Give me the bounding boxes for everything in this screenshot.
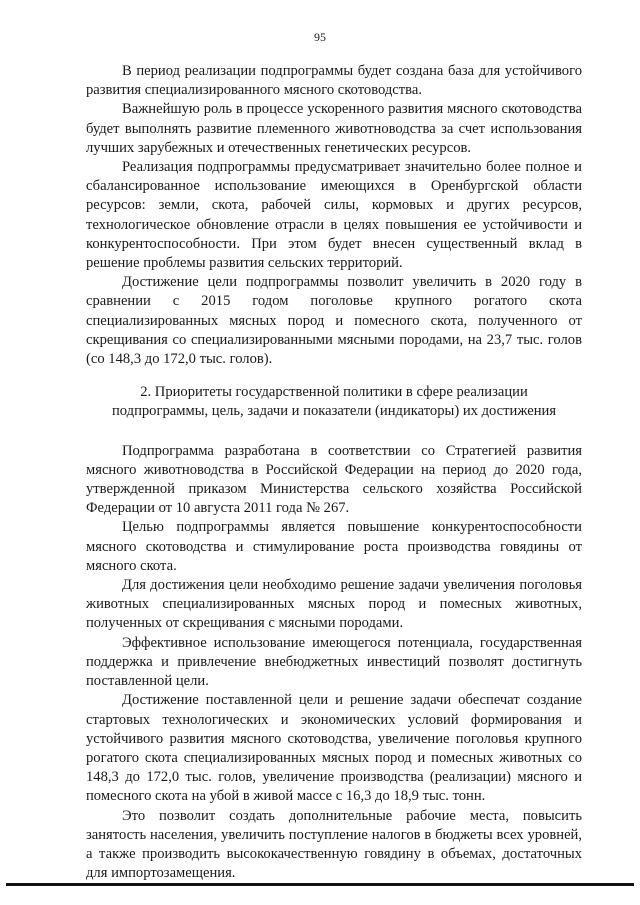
- paragraph: Достижение поставленной цели и решение задачи обеспечат создание стартовых технологических и экономических условий формирования и устойчивого развития мясного скотоводства, увеличение поголовья крупного рогатого скота специализированных мясных пород и помесных животных со 148,3 до 172,0 тыс. голов, увеличение производства (реализации) мясного и помесного скота на убой в живой массе с 16,3 до 18,9 тыс. тонн.: [86, 692, 582, 805]
- section-heading-line: подпрограммы, цель, задачи и показатели (индикаторы) их достижения: [111, 403, 557, 420]
- bottom-scan-edge: [6, 883, 634, 886]
- section-heading: [86, 383, 582, 421]
- paragraph: В период реализации подпрограммы будет создана база для устойчивого развития специализированного мясного скотоводства.: [86, 63, 582, 99]
- paragraph: Эффективное использование имеющегося потенциала, государственная поддержка и привлечение внебюджетных инвестиций позволят достигнуть поставленной цели.: [86, 634, 582, 690]
- document-body: [86, 62, 582, 883]
- paragraph: Подпрограмма разработана в соответствии со Стратегией развития мясного животноводства в Российской Федерации на период до 2020 года, утвержденной приказом Министерства сельского хозяйства Российской Федерации от 10 августа 2011 года № 267.: [86, 442, 582, 517]
- paragraph: Достижение цели подпрограммы позволит увеличить в 2020 году в сравнении с 2015 годом поголовье крупного рогатого скота специализированных мясных пород и помесного скота, полученного от скрещивания со специализированными мясными породами, на 23,7 тыс. голов (со 148,3 до 172,0 тыс. голов).: [86, 274, 582, 368]
- paragraph: Целью подпрограммы является повышение конкурентоспособности мясного скотоводства и стимулирование роста производства говядины от мясного скота.: [86, 519, 582, 574]
- paragraph: Это позволит создать дополнительные рабочие места, повысить занятость населения, увеличить поступление налогов в бюджеты всех уровней, а также производить высококачественную говядину в объемах, достаточных для импортозамещения.: [86, 807, 582, 882]
- page-number: 95: [314, 30, 326, 44]
- section-heading-line: 2. Приоритеты государственной политики в сфере реализации: [140, 384, 528, 401]
- paragraph: Для достижения цели необходимо решение задачи увеличения поголовья животных специализированных мясных пород и помесных животных, полученных от скрещивания с мясными породами.: [86, 577, 582, 632]
- paragraph: Важнейшую роль в процессе ускоренного развития мясного скотоводства будет выполнять развитие племенного животноводства за счет использования лучших зарубежных и отечественных генетических ресурсов.: [86, 101, 582, 156]
- paragraph: Реализация подпрограммы предусматривает значительно более полное и сбалансированное использование имеющихся в Оренбургской области ресурсов: земли, скота, рабочей силы, кормовых и других ресурсов, технологическое обновление отрасли в целях повышения ее устойчивости и конкурентоспособности. При этом будет внесен существенный вклад в решение проблемы развития сельских территорий.: [86, 159, 582, 272]
